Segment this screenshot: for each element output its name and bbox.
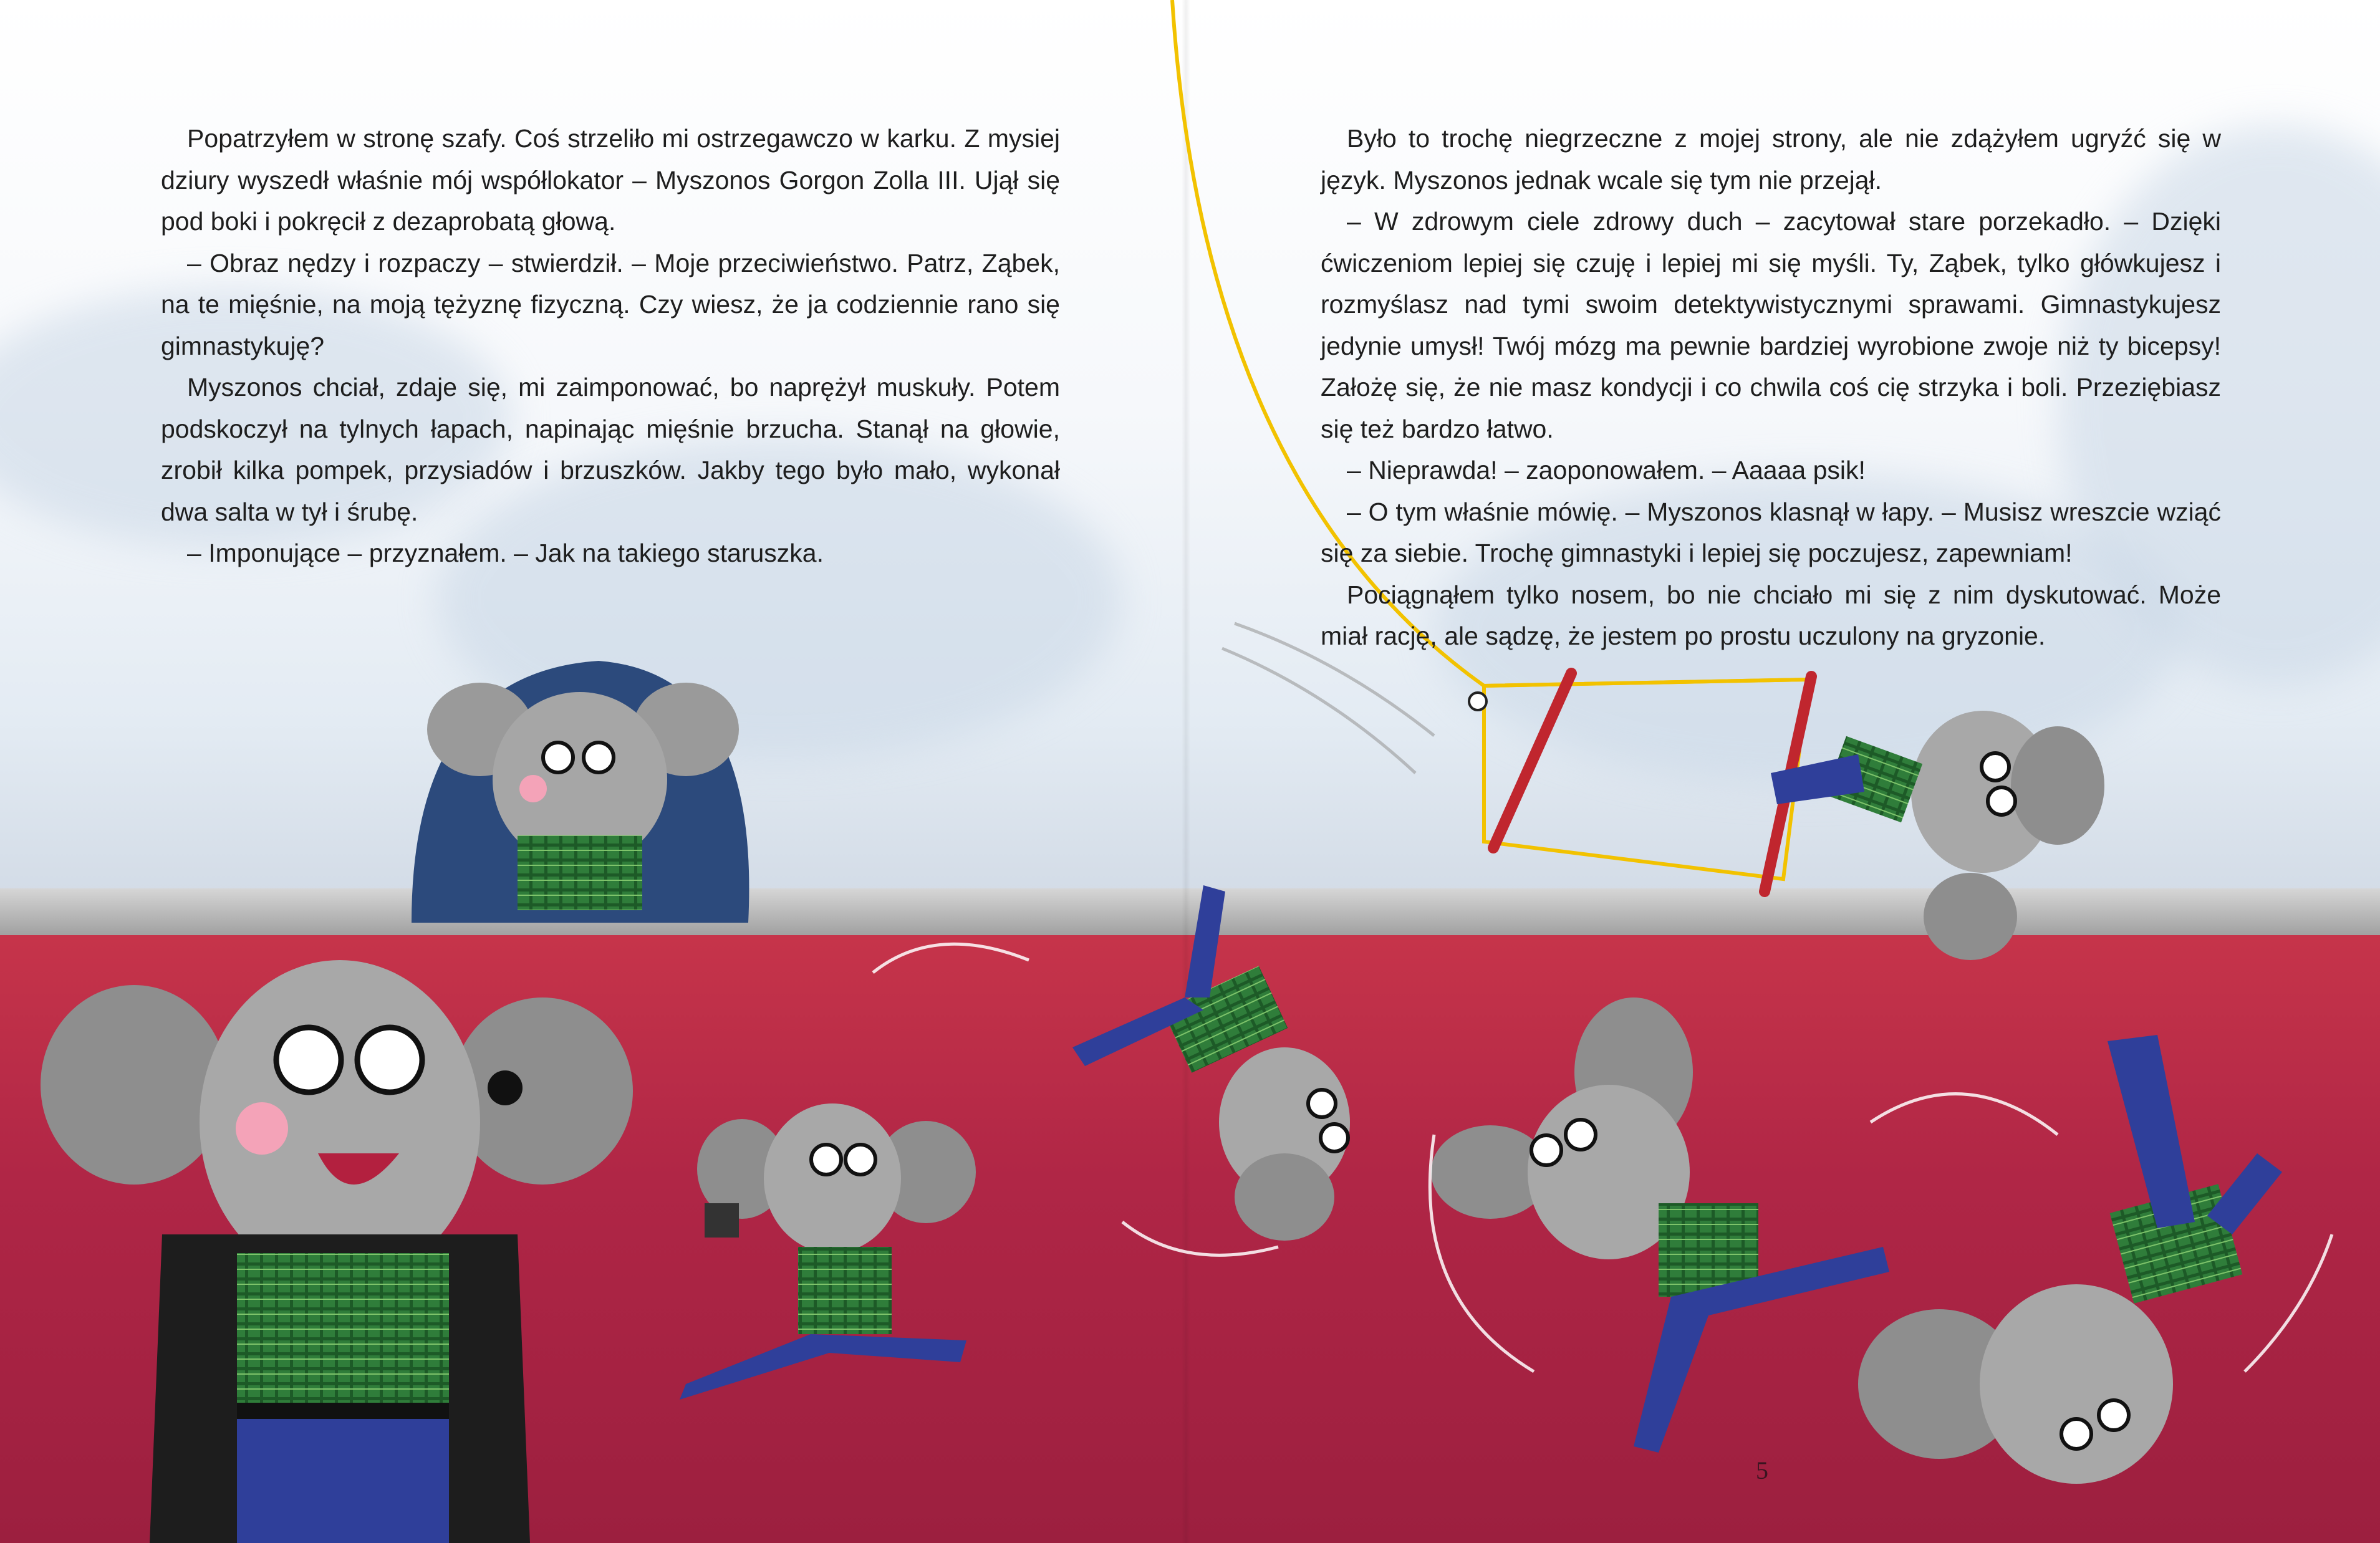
right-paragraph-4: – O tym właśnie mówię. – Myszonos klasnął w łapy. – Musisz wreszcie wziąć się za siebie. Trochę gimnastyki i lepiej się poczujesz, zapewniam! xyxy=(1321,497,2221,567)
left-paragraph-4: – Imponujące – przyznałem. – Jak na takiego staruszka. xyxy=(187,539,824,567)
mouse-in-hole xyxy=(412,661,749,923)
right-paragraph-1: Było to trochę niegrzeczne z mojej strony, ale nie zdążyłem ugryźć się w język. Myszonos jednak wcale się tym nie przejął. xyxy=(1321,124,2221,195)
right-paragraph-2: – W zdrowym ciele zdrowy duch – zacytował stare porzekadło. – Dzięki ćwiczeniom lepiej się czuję i lepiej mi się myśli. Ty, Ząbek, tylko główkujesz i rozmyślasz nad tymi swoim detektywistycznymi sprawami. Gimnastykujesz jedynie umysł! Twój mózg ma pewnie bardziej wyrobione zwoje niż ty bicepsy! Założę się, że nie masz kondycji i co chwila coś cię strzyka i boli. Przeziębiasz się też bardzo łatwo. xyxy=(1321,207,2221,443)
right-paragraph-5: Pociągnąłem tylko nosem, bo nie chciało mi się z nim dyskutować. Może miał rację, ale sądzę, że jestem po prostu uczulony na gryzonie. xyxy=(1321,580,2221,650)
right-paragraph-3: – Nieprawda! – zaoponowałem. – Aaaaa psik! xyxy=(1347,456,1866,484)
mouse-on-trapeze xyxy=(1771,711,2104,960)
mouse-standing-hands-on-hips xyxy=(41,960,633,1543)
page-number: 5 xyxy=(1756,1456,1768,1484)
left-paragraph-1: Popatrzyłem w stronę szafy. Coś strzeliło mi ostrzegawczo w karku. Z mysiej dziury wyszedł właśnie mój współlokator – Myszonos Gorgon Zolla III. Ujął się pod boki i pokręcił z dezaprobatą głową. xyxy=(161,124,1060,236)
mouse-leaping xyxy=(1431,997,1889,1453)
mouse-with-dumbbell xyxy=(680,1103,976,1400)
left-page-text xyxy=(161,118,1060,574)
left-paragraph-2: – Obraz nędzy i rozpaczy – stwierdził. – Moje przeciwieństwo. Patrz, Ząbek, na te mięśnie, na moją tężyznę fizyczną. Czy wiesz, że ja codziennie rano się gimnastykuję? xyxy=(161,248,1060,360)
right-page-text xyxy=(1321,118,2221,657)
mouse-cartwheel-center xyxy=(1072,885,1350,1241)
left-paragraph-3: Myszonos chciał, zdaje się, mi zaimponować, bo naprężył muskuły. Potem podskoczył na tylnych łapach, napinając mięśnie brzucha. Stanął na głowie, zrobił kilka pompek, przysiadów i brzuszków. Jakby tego było mało, wykonał dwa salta w tył i śrubę. xyxy=(161,373,1060,526)
mouse-handstand xyxy=(1858,1035,2282,1484)
